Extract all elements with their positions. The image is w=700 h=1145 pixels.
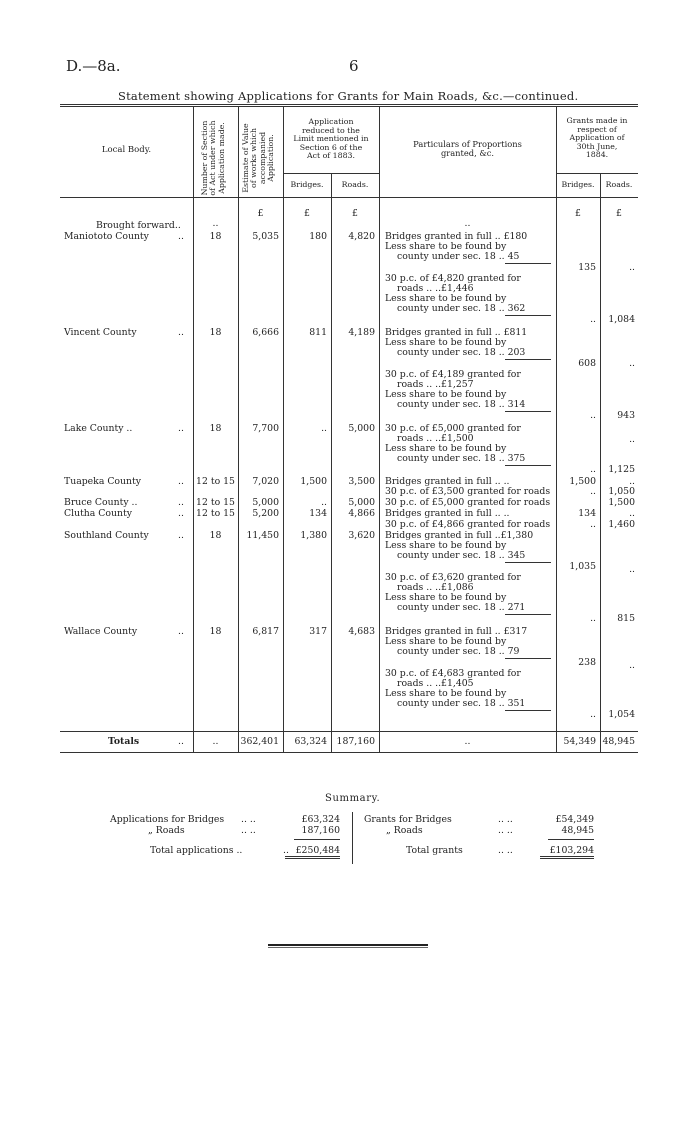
grant-roads-value: .. [629, 358, 635, 369]
header-app-bridges: Bridges. [290, 180, 324, 189]
app-roads: 5,000 [348, 423, 375, 434]
particulars-line: Bridges granted in full .. £811 [385, 327, 528, 338]
grant-roads-value: .. [629, 564, 635, 575]
particulars-line: 30 p.c. of £4,683 granted for [385, 668, 521, 679]
brought-forward: Brought forward.. [96, 220, 181, 231]
totals-grant-bridges: 54,349 [563, 736, 596, 747]
grant-roads-value: .. [629, 434, 635, 445]
totals-dots: .. [178, 736, 184, 747]
grant-roads-value: 1,460 [608, 519, 635, 530]
particulars-line: Less share to be found by [385, 688, 507, 699]
grant-bridges-value: 238 [578, 657, 596, 668]
grant-bridges-value: .. [590, 709, 596, 720]
grant-bridges-value: 1,500 [569, 476, 596, 487]
header-grant-bridges: Bridges. [561, 180, 595, 189]
app-bridges: 1,380 [300, 530, 327, 541]
unit-estimate: £ [257, 208, 264, 219]
particulars-line: roads .. ..£1,500 [397, 433, 474, 444]
header-grant-roads: Roads. [605, 180, 633, 189]
app-bridges: 180 [309, 231, 327, 242]
estimate: 6,817 [252, 626, 279, 637]
estimate: 5,000 [252, 497, 279, 508]
summary-right-total-label: Total grants [406, 845, 463, 856]
summary-left-dots: .. .. [241, 814, 256, 825]
totals-bridges: 63,324 [294, 736, 327, 747]
particulars-line: roads .. ..£1,257 [397, 379, 474, 390]
local-body: Wallace County [64, 626, 138, 637]
totals-roads: 187,160 [336, 736, 375, 747]
particulars-line: Less share to be found by [385, 443, 507, 454]
grant-roads-value: .. [629, 508, 635, 519]
unit-roads: £ [352, 208, 358, 219]
row-dots: .. [178, 327, 184, 338]
particulars-line: Bridges granted in full .. .. [385, 508, 510, 519]
summary-right-total-dots: .. .. [498, 845, 513, 856]
estimate: 7,020 [252, 476, 279, 487]
totals-label: Totals [108, 736, 140, 747]
document-code: D.—8a. [66, 57, 121, 75]
app-bridges: 811 [309, 327, 327, 338]
row-dots: .. [178, 508, 184, 519]
estimate: 7,700 [252, 423, 279, 434]
row-dots: .. [178, 476, 184, 487]
summary-left-label: Applications for Bridges [110, 814, 225, 825]
estimate: 5,200 [252, 508, 279, 519]
app-roads: 5,000 [348, 497, 375, 508]
row-dots: .. [178, 626, 184, 637]
grant-bridges-value: 608 [578, 358, 596, 369]
particulars-line: Bridges granted in full .. .. [385, 476, 510, 487]
app-bridges: .. [321, 423, 327, 434]
totals-particulars: .. [464, 736, 471, 747]
summary-right-label: „ Roads [386, 825, 423, 836]
app-bridges: 317 [309, 626, 327, 637]
app-bridges: 134 [309, 508, 327, 519]
particulars-line: Less share to be found by [385, 241, 507, 252]
particulars-line: roads .. ..£1,405 [397, 678, 474, 689]
row-dots: .. [178, 530, 184, 541]
grant-bridges-value: 135 [578, 262, 596, 273]
particulars-line: roads .. ..£1,446 [397, 283, 474, 294]
section-number: 12 to 15 [196, 508, 235, 519]
header-application-reduced: Application reduced to the Limit mentioned in Section 6 of the Act of 1883. [293, 117, 369, 161]
particulars-line: 30 p.c. of £5,000 granted for [385, 423, 521, 434]
summary-right-label: Grants for Bridges [364, 814, 452, 825]
summary-left-value: £63,324 [301, 814, 340, 825]
app-roads: 4,820 [348, 231, 375, 242]
header-estimate: Estimate of Value of works which accompanied Application. [241, 123, 276, 193]
summary-right-dots: .. .. [498, 825, 513, 836]
particulars-line: Less share to be found by [385, 293, 507, 304]
grant-bridges-value: .. [590, 519, 596, 530]
section-number: 18 [209, 530, 222, 541]
totals-section: .. [212, 736, 219, 747]
grant-roads-value: .. [629, 262, 635, 273]
app-roads: 3,620 [348, 530, 375, 541]
grant-roads-value: 943 [617, 410, 635, 421]
grant-bridges-value: 1,035 [569, 561, 596, 572]
totals-estimate: 362,401 [240, 736, 279, 747]
particulars-line: Bridges granted in full .. £180 [385, 231, 528, 242]
particulars-line: 30 p.c. of £4,820 granted for [385, 273, 521, 284]
summary-left-total-label: Total applications .. [150, 845, 243, 856]
particulars-line: county under sec. 18 .. 203 [397, 347, 526, 358]
app-roads: 3,500 [348, 476, 375, 487]
particulars-dots: .. [464, 218, 471, 229]
estimate: 11,450 [246, 530, 279, 541]
local-body: Southland County [64, 530, 149, 541]
particulars-line: Less share to be found by [385, 540, 507, 551]
local-body: Tuapeka County [64, 476, 141, 487]
particulars-line: roads .. ..£1,086 [397, 582, 474, 593]
particulars-line: 30 p.c. of £3,620 granted for [385, 572, 521, 583]
particulars-line: 30 p.c. of £4,866 granted for roads [385, 519, 551, 530]
summary-right-dots: .. .. [498, 814, 513, 825]
summary-right-value: 48,945 [561, 825, 594, 836]
summary-left-total-dots: .. [283, 845, 289, 856]
local-body: Clutha County [64, 508, 132, 519]
particulars-line: 30 p.c. of £3,500 granted for roads [385, 486, 551, 497]
grant-bridges-value: .. [590, 464, 596, 475]
particulars-line: Less share to be found by [385, 636, 507, 647]
header-section-number: Number of Section of Act under which Application made. [200, 120, 226, 196]
row-dots: .. [178, 423, 184, 434]
summary-left-value: 187,160 [301, 825, 340, 836]
particulars-line: county under sec. 18 .. 345 [397, 550, 526, 561]
particulars-line: county under sec. 18 .. 79 [397, 646, 520, 657]
grant-roads-value: 1,084 [608, 314, 635, 325]
grant-bridges-value: 134 [578, 508, 596, 519]
particulars-line: Less share to be found by [385, 337, 507, 348]
local-body: Lake County .. [64, 423, 133, 434]
closing-rule [268, 944, 428, 946]
grant-roads-value: .. [629, 660, 635, 671]
grant-bridges-value: .. [590, 486, 596, 497]
header-local-body: Local Body. [101, 145, 152, 155]
particulars-line: Less share to be found by [385, 592, 507, 603]
grant-bridges-value: .. [590, 410, 596, 421]
row-dots: .. [178, 497, 184, 508]
app-roads: 4,683 [348, 626, 375, 637]
section-number: 18 [209, 626, 222, 637]
particulars-line: Bridges granted in full ..£1,380 [385, 530, 534, 541]
estimate: 6,666 [252, 327, 279, 338]
particulars-line: Less share to be found by [385, 389, 507, 400]
section-number: 18 [209, 423, 222, 434]
grant-roads-value: 1,050 [608, 486, 635, 497]
particulars-line: 30 p.c. of £5,000 granted for roads [385, 497, 551, 508]
summary-left-dots: .. .. [241, 825, 256, 836]
summary-right-value: £54,349 [555, 814, 594, 825]
summary-right-total-value: £103,294 [540, 845, 594, 859]
grant-roads-value: .. [629, 476, 635, 487]
section-number: 12 to 15 [196, 497, 235, 508]
summary-left-total-value: £250,484 [285, 845, 340, 859]
summary-title: Summary. [325, 793, 381, 804]
estimate: 5,035 [252, 231, 279, 242]
brought-forward-dots: .. [212, 218, 219, 229]
particulars-line: county under sec. 18 .. 314 [397, 399, 526, 410]
particulars-line: county under sec. 18 .. 375 [397, 453, 526, 464]
particulars-line: county under sec. 18 .. 45 [397, 251, 520, 262]
local-body: Bruce County .. [64, 497, 138, 508]
grant-roads-value: 815 [617, 613, 635, 624]
local-body: Maniototo County [64, 231, 149, 242]
particulars-line: county under sec. 18 .. 351 [397, 698, 526, 709]
header-particulars: Particulars of Proportions granted, &c. [413, 139, 522, 158]
particulars-line: county under sec. 18 .. 362 [397, 303, 526, 314]
unit-grant-roads: £ [616, 208, 622, 219]
grant-bridges-value: .. [590, 314, 596, 325]
section-number: 18 [209, 327, 222, 338]
unit-grant-bridges: £ [575, 208, 581, 219]
header-grants-made: Grants made in respect of Application of 30th June, 1884. [566, 116, 628, 160]
particulars-line: 30 p.c. of £4,189 granted for [385, 369, 521, 380]
totals-grant-roads: 48,945 [602, 736, 635, 747]
particulars-line: Bridges granted in full .. £317 [385, 626, 528, 637]
page-number: 6 [349, 57, 359, 75]
grant-roads-value: 1,500 [608, 497, 635, 508]
section-number: 18 [209, 231, 222, 242]
grant-bridges-value: .. [590, 613, 596, 624]
app-roads: 4,189 [348, 327, 375, 338]
statement-title: Statement showing Applications for Grants for Main Roads, &c.—continued. [118, 89, 579, 103]
grant-roads-value: 1,125 [608, 464, 635, 475]
app-bridges: 1,500 [300, 476, 327, 487]
row-dots: .. [178, 231, 184, 242]
local-body: Vincent County [64, 327, 137, 338]
closing-rule-thin [268, 947, 428, 948]
grant-roads-value: 1,054 [608, 709, 635, 720]
app-bridges: .. [321, 497, 327, 508]
app-roads: 4,866 [348, 508, 375, 519]
header-app-roads: Roads. [341, 180, 369, 189]
particulars-line: county under sec. 18 .. 271 [397, 602, 526, 613]
section-number: 12 to 15 [196, 476, 235, 487]
unit-bridges: £ [304, 208, 310, 219]
summary-left-label: „ Roads [148, 825, 185, 836]
